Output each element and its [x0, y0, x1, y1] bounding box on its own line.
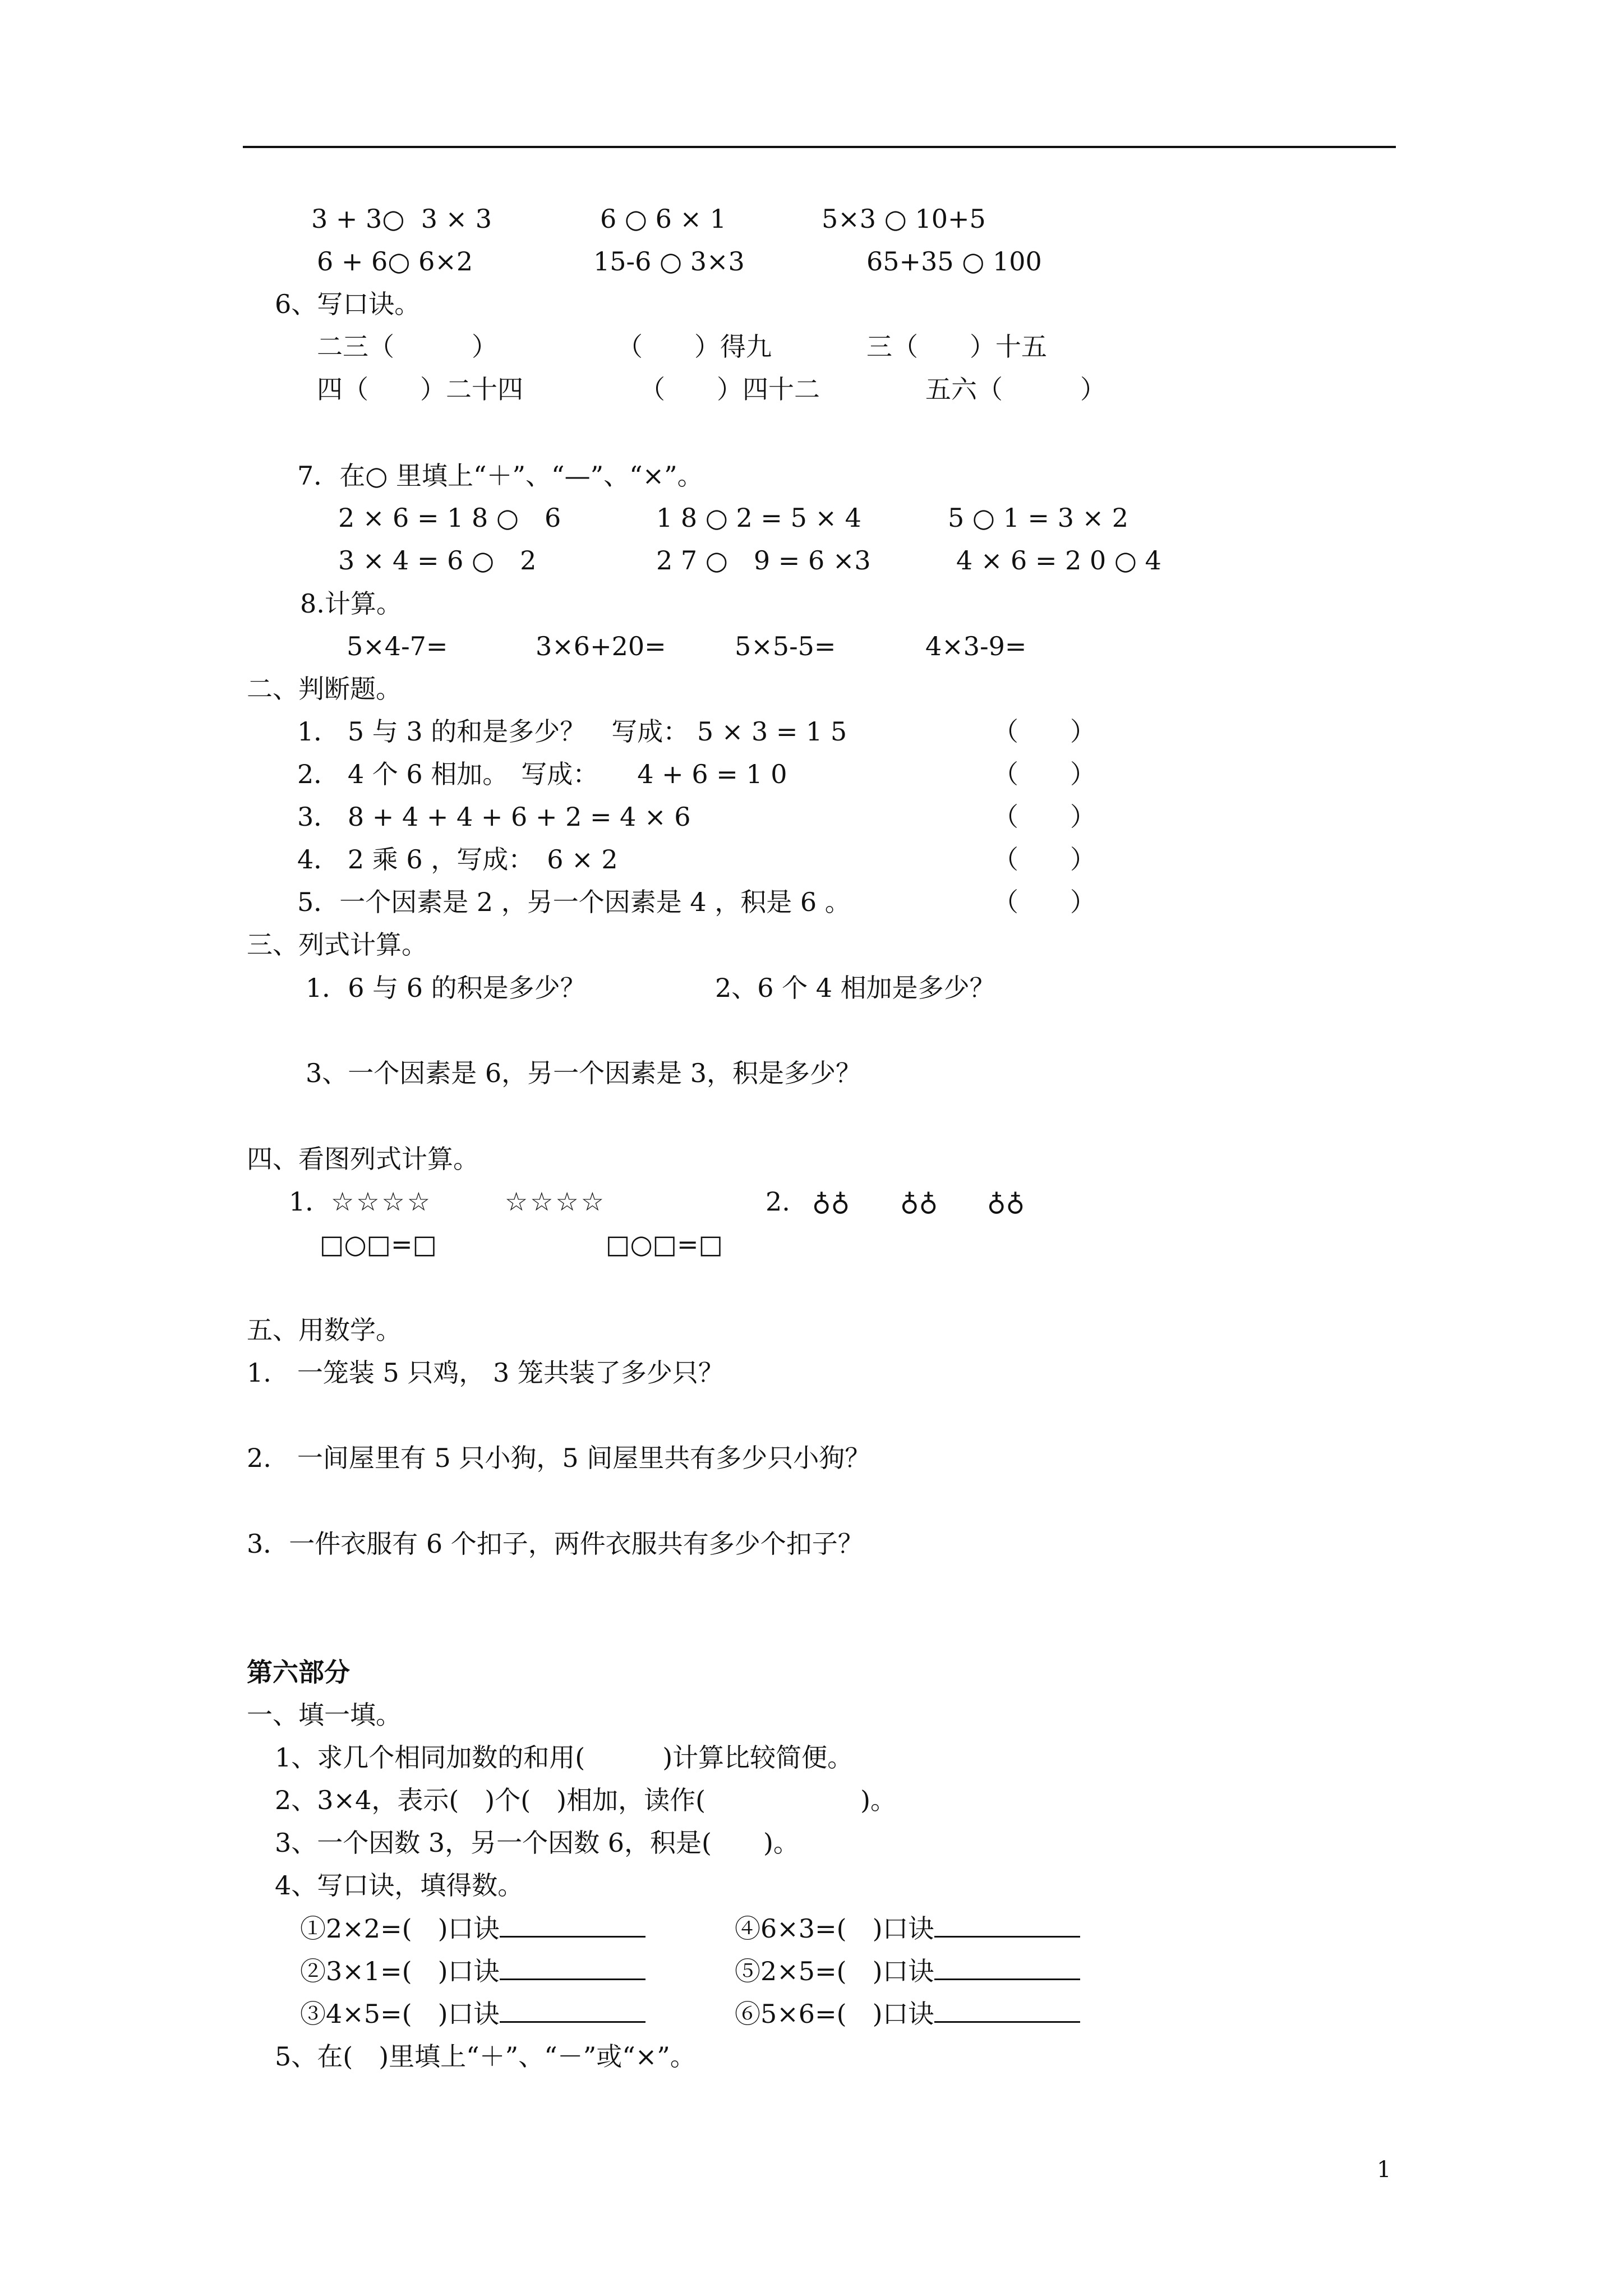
q6-r2-1: 四（ ）二十四 [317, 374, 523, 404]
page-number: 1 [1377, 2157, 1391, 2183]
oral-label-4: ④6×3=( )口诀 [735, 1913, 934, 1944]
q8-item-3: 5×5-5= [735, 631, 836, 661]
compare-2-3: 65+35 ○ 100 [866, 246, 1042, 277]
judge-item-3: 3． 8 + 4 + 4 + 6 + 2 = 4 × 6 [297, 802, 691, 832]
q7-r2-1: 3 × 4 = 6 ○ 2 [338, 545, 537, 576]
compare-1-3: 5×3 ○ 10+5 [822, 204, 986, 234]
figure-group-1: ♁♁ [812, 1186, 850, 1217]
part4-p1-label: 1． [289, 1186, 331, 1217]
part3-title: 三、列式计算。 [247, 930, 427, 960]
judge-item-1: 1． 5 与 3 的和是多少？ 写成： 5 × 3 = 1 5 [297, 716, 847, 747]
judge-mark-5: （ ） [993, 887, 1096, 917]
answer-blank[interactable] [934, 1913, 1080, 1938]
part4-p2-label: 2. [766, 1186, 790, 1217]
judge-item-2: 2． 4 个 6 相加。 写成： 4 + 6 = 1 0 [297, 759, 787, 789]
q7-r1-1: 2 × 6 = 1 8 ○ 6 [338, 503, 561, 533]
q8-item-2: 3×6+20= [536, 631, 666, 661]
part5-item-1: 1. 一笼装 5 只鸡， 3 笼共装了多少只？ [247, 1358, 724, 1388]
oral-item-2 [300, 1955, 645, 1987]
fill-q4: 4、写口诀，填得数。 [275, 1870, 524, 1901]
star-group-b: ☆☆☆☆ [505, 1186, 606, 1217]
part5-title: 五、用数学。 [247, 1315, 402, 1345]
q6-title: 6、写口诀。 [275, 289, 421, 319]
oral-item-3 [300, 1998, 645, 2030]
q6-r1-2: （ ）得九 [617, 332, 772, 362]
q7-r2-3: 4 × 6 = 2 0 ○ 4 [956, 545, 1161, 576]
q6-r1-3: 三（ ）十五 [866, 332, 1047, 362]
q7-r1-3: 5 ○ 1 = 3 × 2 [948, 503, 1129, 533]
q8-item-1: 5×4-7= [347, 631, 448, 661]
oral-item-5 [735, 1955, 1080, 1987]
fill-q5: 5、在( )里填上“＋”、“－”或“×”。 [275, 2041, 696, 2072]
judge-mark-2: （ ） [993, 759, 1096, 789]
oral-item-1 [300, 1913, 645, 1944]
q6-r2-2: （ ）四十二 [639, 374, 820, 404]
oral-label-5: ⑤2×5=( )口诀 [735, 1956, 934, 1986]
answer-blank[interactable] [500, 1913, 645, 1938]
part5-item-3: 3．一件衣服有 6 个扣子，两件衣服共有多少个扣子？ [247, 1529, 864, 1559]
part3-q1: 1．6 与 6 的积是多少？ [306, 973, 586, 1003]
oral-item-6 [735, 1998, 1080, 2030]
part4-p2-formula: □○□=□ [606, 1229, 723, 1259]
part4-title: 四、看图列式计算。 [247, 1144, 479, 1174]
answer-blank[interactable] [500, 1999, 645, 2023]
answer-blank[interactable] [934, 1999, 1080, 2023]
figure-group-2: ♁♁ [900, 1186, 938, 1217]
part5-item-2: 2. 一间屋里有 5 只小狗，5 间屋里共有多少只小狗？ [247, 1443, 871, 1473]
oral-item-4 [735, 1913, 1080, 1944]
part3-q2: 2、6 个 4 相加是多少？ [715, 973, 995, 1003]
judge-mark-1: （ ） [993, 716, 1096, 747]
fill-q2: 2、3×4，表示( )个( )相加，读作( )。 [275, 1785, 897, 1815]
q7-r1-2: 1 8 ○ 2 = 5 × 4 [656, 503, 861, 533]
part2-title: 二、判断题。 [247, 674, 402, 704]
compare-1-2: 6 ○ 6 × 1 [600, 204, 726, 234]
judge-mark-3: （ ） [993, 802, 1096, 832]
oral-label-1: ①2×2=( )口诀 [300, 1913, 500, 1944]
q8-item-4: 4×3-9= [925, 631, 1027, 661]
judge-item-5: 5．一个因素是 2 ，另一个因素是 4 ，积是 6 。 [297, 887, 851, 917]
section6-subtitle: 一、填一填。 [247, 1700, 402, 1730]
answer-blank[interactable] [934, 1956, 1080, 1980]
q6-r1-1: 二三（ ） [317, 332, 497, 362]
compare-2-1: 6 + 6○ 6×2 [317, 246, 473, 277]
header-rule [243, 146, 1396, 148]
fill-q1: 1、求几个相同加数的和用( )计算比较简便。 [275, 1742, 854, 1773]
q8-title: 8.计算。 [300, 588, 402, 619]
judge-item-4: 4． 2 乘 6 ，写成： 6 × 2 [297, 844, 618, 875]
q7-title: 7．在○ 里填上“＋”、“—”、“×”。 [297, 461, 703, 491]
section6-title: 第六部分 [247, 1657, 350, 1687]
fill-q3: 3、一个因数 3，另一个因数 6，积是( )。 [275, 1828, 799, 1858]
oral-label-6: ⑥5×6=( )口诀 [735, 1999, 934, 2029]
judge-mark-4: （ ） [993, 844, 1096, 875]
compare-1-1: 3 + 3○ 3 × 3 [311, 204, 492, 234]
q6-r2-3: 五六（ ） [925, 374, 1106, 404]
figure-group-3: ♁♁ [987, 1186, 1025, 1217]
part3-q3: 3、一个因素是 6，另一个因素是 3，积是多少？ [306, 1058, 862, 1088]
answer-blank[interactable] [500, 1956, 645, 1980]
part4-p1-formula: □○□=□ [320, 1229, 437, 1259]
oral-label-3: ③4×5=( )口诀 [300, 1999, 500, 2029]
oral-label-2: ②3×1=( )口诀 [300, 1956, 500, 1986]
star-group-a: ☆☆☆☆ [331, 1186, 432, 1217]
q7-r2-2: 2 7 ○ 9 = 6 ×3 [656, 545, 871, 576]
compare-2-2: 15-6 ○ 3×3 [593, 246, 745, 277]
